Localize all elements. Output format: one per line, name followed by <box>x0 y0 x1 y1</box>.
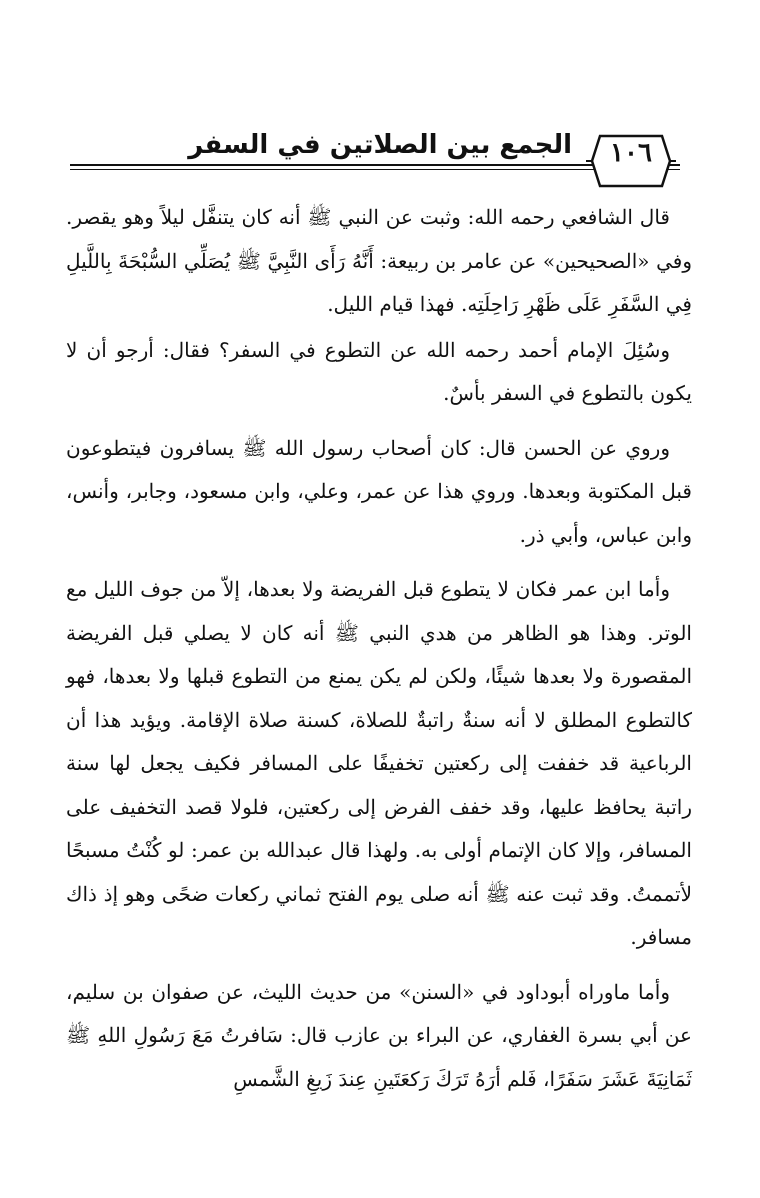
paragraph: قال الشافعي رحمه الله: وثبت عن النبي ﷺ أنه كان يتنفَّل ليلاً وهو يقصر. وفي «الصحيحين» عن عامر بن ربيعة: أَنَّهُ رَأَى النَّبِيَّ ﷺ يُصَلِّي السُّبْحَةَ بِاللَّيلِ فِي السَّفَرِ عَلَى ظَهْرِ رَاحِلَتِه. فهذا قيام الليل. <box>66 205 692 316</box>
page-body <box>66 196 692 1112</box>
paragraph: وأما ابن عمر فكان لا يتطوع قبل الفريضة ولا بعدها، إلاّ من جوف الليل مع الوتر. وهذا هو الظاهر من هدي النبي ﷺ أنه كان لا يصلي قبل الفريضة المقصورة ولا بعدها شيئًا، ولكن لم يكن يمنع من التطوع قبلها ولا بعدها، فهو كالتطوع المطلق لا أنه سنةٌ راتبةٌ للصلاة، كسنة صلاة الإقامة. ويؤيد هذا أن الرباعية قد خففت إلى ركعتين تخفيفًا على المسافر فكيف يجعل لها سنة راتبة يحافظ عليها، وقد خفف الفرض إلى ركعتين، فلولا قصد التخفيف على المسافر، وإلا كان الإتمام أولى به. ولهذا قال عبدالله بن عمر: لو كُنْتُ مسبحًا لأتممتُ. وقد ثبت عنه ﷺ أنه صلى يوم الفتح ثماني ركعات ضحًى وهو إذ ذاك مسافر. <box>66 577 692 949</box>
paragraph: وروي عن الحسن قال: كان أصحاب رسول الله ﷺ يسافرون فيتطوعون قبل المكتوبة وبعدها. وروي هذا عن عمر، وعلي، وابن مسعود، وجابر، وأنس، وابن عباس، وأبي ذر. <box>66 435 692 547</box>
running-title: الجمع بين الصلاتين في السفر <box>188 130 572 160</box>
paragraph: وأما ماوراه أبوداود في «السنن» من حديث الليث، عن صفوان بن سليم، عن أبي بسرة الغفاري، عن البراء بن عازب قال: سَافرتُ مَعَ رَسُولِ اللهِ ﷺ ثَمَانِيَةَ عَشَرَ سَفَرًا، فَلم أرَهُ تَرَكَ رَكعَتَينِ عِندَ زَيغِ الشَّمسِ <box>66 979 692 1091</box>
page-number: ١٠٦ <box>610 138 652 168</box>
page-header <box>70 128 680 186</box>
paragraph: وسُئِلَ الإمام أحمد رحمه الله عن التطوع في السفر؟ فقال: أرجو أن لا يكون بالتطوع في السفر بأسٌ. <box>66 337 692 405</box>
page-number-frame <box>582 132 680 190</box>
